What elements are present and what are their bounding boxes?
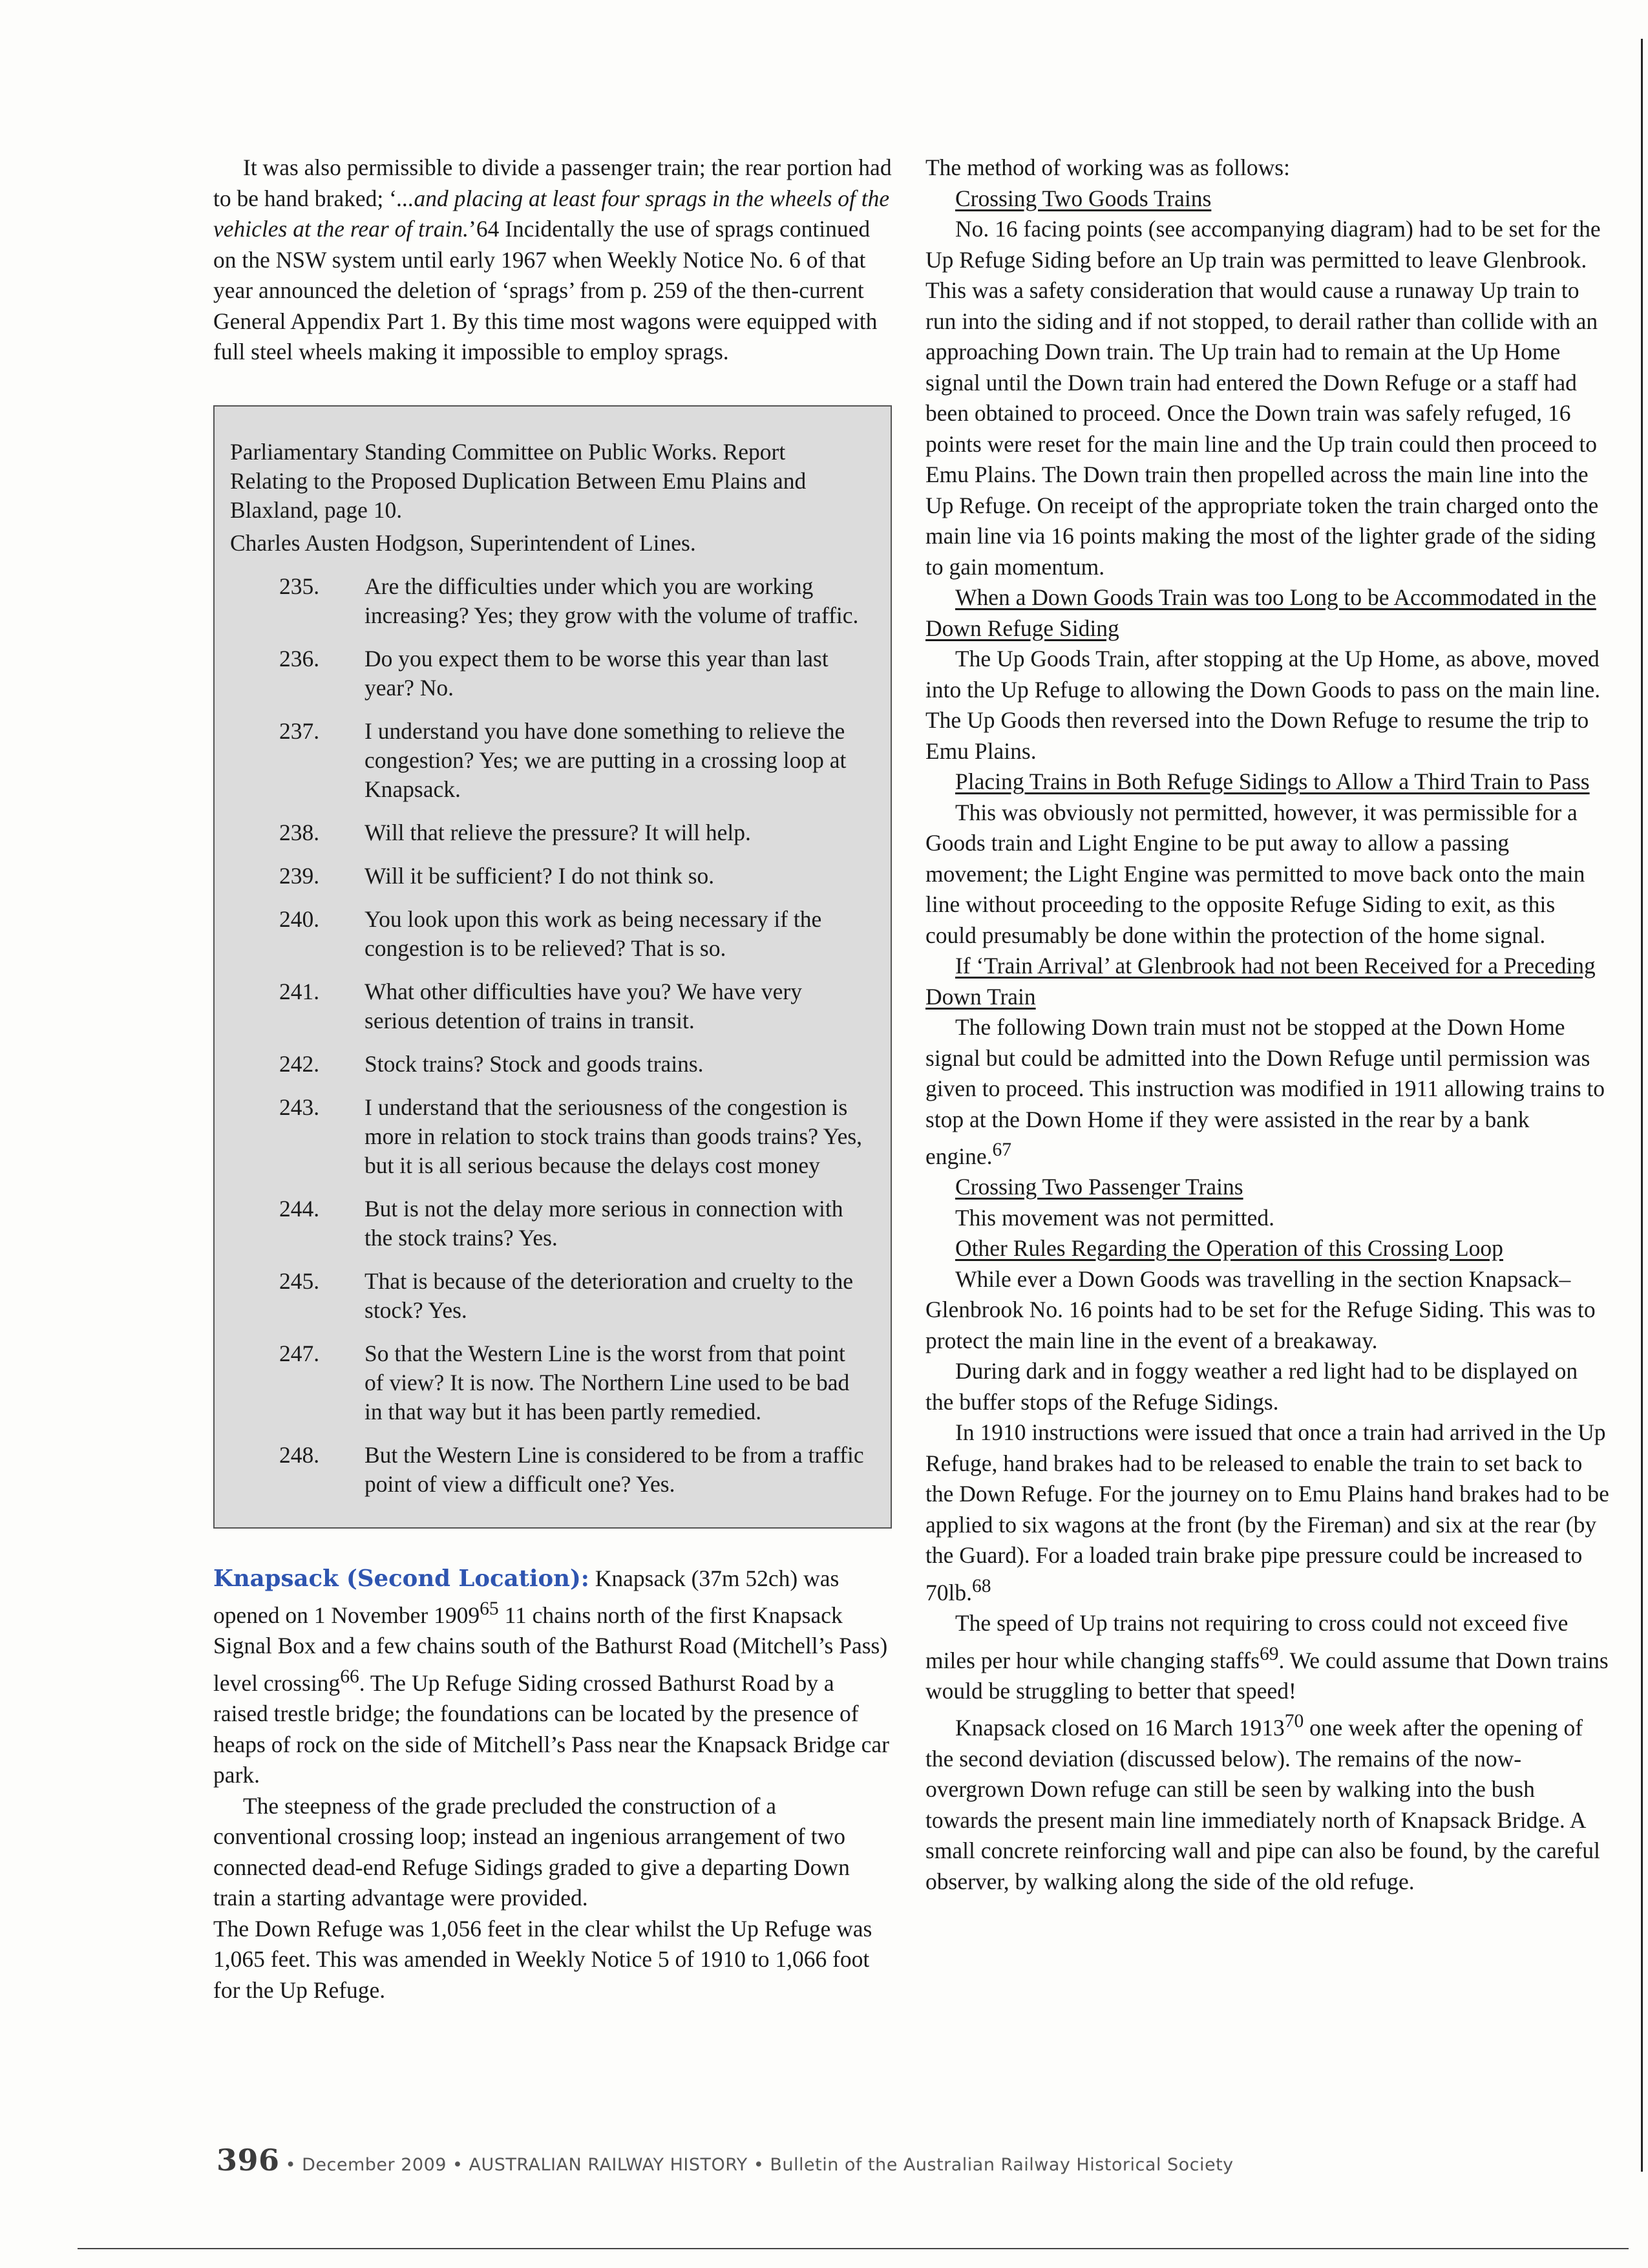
question-text: But the Western Line is considered to be from a traffic point of view a difficult one? Yes.: [364, 1441, 864, 1497]
page-edge-rule: [1641, 39, 1643, 2172]
heading-crossing-goods: Crossing Two Goods Trains: [955, 185, 1212, 211]
paragraph-train-arrival: The following Down train must not be stopped at the Down Home signal but could be admitted into the Down Refuge until permission was given to proceed. This instruction was modified in 1911 allowing trains to stop at the Down Home if they were assisted in the rear by a bank engine.$^{67}$: [925, 1014, 1605, 1169]
question-text: Do you expect them to be worse this year than last year? No.: [364, 645, 829, 701]
question-number: 248.: [279, 1441, 320, 1468]
paragraph-sprags: It was also permissible to divide a passenger train; the rear portion had to be hand braked; ‘...and placing at least four sprags in the wheels of the vehicles at the rear of train.’64 Incidentally the use of sprags continued on the NSW system until early 1967 when Weekly Notice No. 6 of that year announced the deletion of ‘sprags’ from p. 259 of the then-current General Appendix Part 1. By this time most wagons were equipped with full steel wheels making it impossible to employ sprags.: [213, 154, 892, 365]
paragraph-refuge-length: The Down Refuge was 1,056 feet in the clear whilst the Up Refuge was 1,065 feet. This was amended in Weekly Notice 5 of 1910 to 1,066 foot for the Up Refuge.: [213, 1915, 872, 2003]
question-item: [230, 1093, 865, 1180]
question-number: 247.: [279, 1340, 320, 1366]
question-item: [230, 1194, 865, 1253]
right-column: [925, 153, 1611, 1897]
question-text: But is not the delay more serious in connection with the stock trains? Yes.: [364, 1195, 843, 1251]
question-text: I understand that the seriousness of the congestion is more in relation to stock trains than goods trains? Yes, but it is all serious because the delays cost money: [364, 1094, 863, 1178]
question-number: 242.: [279, 1050, 320, 1077]
question-text: You look upon this work as being necessary if the congestion is to be relieved? That is so.: [364, 906, 822, 961]
method-intro: The method of working was as follows:: [925, 154, 1290, 180]
paragraph-red-light: During dark and in foggy weather a red light had to be displayed on the buffer stops of the Refuge Sidings.: [925, 1358, 1578, 1415]
question-text: That is because of the deterioration and cruelty to the stock? Yes.: [364, 1267, 854, 1323]
question-item: [230, 1339, 865, 1426]
sidebar-title: Parliamentary Standing Committee on Public Works. Report Relating to the Proposed Duplication Between Emu Plains and Blaxland, page 10.: [230, 438, 807, 523]
question-text: Will that relieve the pressure? It will help.: [364, 819, 751, 845]
question-item: [230, 644, 865, 703]
quote-sprags: ...and placing at least four sprags in the wheels of the vehicles at the rear of train.: [213, 185, 890, 242]
question-number: 241.: [279, 978, 320, 1004]
heading-long-goods: When a Down Goods Train was too Long to be Accommodated in the Down Refuge Siding: [925, 584, 1596, 641]
paragraph-breakaway: While ever a Down Goods was travelling in the section Knapsack–Glenbrook No. 16 points had to be set for the Refuge Siding. This was to protect the main line in the event of a breakaway.: [925, 1266, 1596, 1353]
paragraph-speed: The speed of Up trains not requiring to cross could not exceed five miles per hour while changing staffs$^{69}$. We could assume that Down trains would be struggling to better that speed!: [925, 1610, 1609, 1704]
question-number: 239.: [279, 862, 320, 889]
paragraph-closure: Knapsack closed on 16 March 1913$^{70}$ one week after the opening of the second deviation (discussed below). The remains of the now-overgrown Down refuge can still be seen by walking into the bush towards the present main line immediately north of Knapsack Bridge. A small concrete reinforcing wall and pipe can also be found, by the careful observer, by walking along the side of the old refuge.: [925, 1711, 1600, 1894]
question-text: Will it be sufficient? I do not think so.: [364, 862, 715, 889]
question-item: [230, 1050, 865, 1079]
question-text: I understand you have done something to relieve the congestion? Yes; we are putting in a crossing loop at Knapsack.: [364, 717, 847, 802]
question-number: 245.: [279, 1267, 320, 1294]
question-item: [230, 717, 865, 804]
paragraph-passenger: This movement was not permitted.: [955, 1204, 1274, 1231]
heading-train-arrival: If ‘Train Arrival’ at Glenbrook had not been Received for a Preceding Down Train: [925, 953, 1596, 1010]
heading-third-train: Placing Trains in Both Refuge Sidings to Allow a Third Train to Pass: [955, 768, 1590, 794]
question-number: 235.: [279, 573, 320, 599]
question-item: [230, 818, 865, 847]
left-column: [213, 153, 892, 2006]
paragraph-crossing-goods: No. 16 facing points (see accompanying diagram) had to be set for the Up Refuge Siding before an Up train was permitted to leave Glenbrook. This was a safety consideration that would cause a runaway Up train to run into the siding and if not stopped, to derail rather than collide with an approaching Down train. The Up train had to remain at the Up Home signal until the Down train had entered the Down Refuge or a staff had been obtained to proceed. Once the Down train was safely refuged, 16 points were reset for the main line and the Up train could then proceed to Emu Plains. The Down train then propelled across the main line into the Up Refuge. On receipt of the appropriate token the train charged onto the main line via 16 points making the most of the lighter grade of the siding to gain momentum.: [925, 216, 1601, 580]
question-item: [230, 862, 865, 891]
question-number: 236.: [279, 645, 320, 672]
page-number: 396: [217, 2143, 280, 2178]
paragraph-long-goods: The Up Goods Train, after stopping at the Up Home, as above, moved into the Up Refuge to allowing the Down Goods to pass on the main line. The Up Goods then reversed into the Down Refuge to resume the trip to Emu Plains.: [925, 646, 1601, 764]
question-number: 243.: [279, 1094, 320, 1120]
committee-sidebar-box: [213, 405, 892, 1529]
paragraph-grade: The steepness of the grade precluded the construction of a conventional crossing loop; instead an ingenious arrangement of two connected dead-end Refuge Sidings graded to give a departing Down train a starting advantage were provided.: [213, 1792, 850, 1911]
question-item: [230, 572, 865, 630]
question-text: Stock trains? Stock and goods trains.: [364, 1050, 704, 1077]
question-item: [230, 977, 865, 1035]
bottom-rule: [78, 2248, 1629, 2249]
heading-other-rules: Other Rules Regarding the Operation of this Crossing Loop: [955, 1235, 1503, 1262]
question-number: 240.: [279, 906, 320, 932]
footer-text: • December 2009 • AUSTRALIAN RAILWAY HISTORY • Bulletin of the Australian Railway Historical Society: [279, 2155, 1234, 2175]
question-number: 237.: [279, 717, 320, 744]
question-item: [230, 1441, 865, 1499]
question-number: 244.: [279, 1195, 320, 1222]
question-item: [230, 1267, 865, 1325]
question-text: What other difficulties have you? We have very serious detention of trains in transit.: [364, 978, 802, 1033]
question-text: So that the Western Line is the worst from that point of view? It is now. The Northern Line used to be bad in that way but it has been partly remedied.: [364, 1340, 850, 1425]
paragraph-knapsack: Knapsack (Second Location): Knapsack (37m 52ch) was opened on 1 November 1909$^{65}$ 11 chains north of the first Knapsack Signal Box and a few chains south of the Bathurst Road (Mitchell’s Pass) level crossing$^{66}$. The Up Refuge Siding crossed Bathurst Road by a raised trestle bridge; the foundations can be located by the presence of heaps of rock on the side of Mitchell’s Pass near the Knapsack Bridge car park.: [213, 1565, 889, 1788]
question-number: 238.: [279, 819, 320, 845]
page-footer: [217, 2143, 1234, 2178]
sidebar-witness: Charles Austen Hodgson, Superintendent of Lines.: [230, 529, 696, 556]
heading-passenger: Crossing Two Passenger Trains: [955, 1174, 1243, 1200]
paragraph-hand-brakes: In 1910 instructions were issued that once a train had arrived in the Up Refuge, hand brakes had to be released to enable the train to set back to the Down Refuge. For the journey on to Emu Plains hand brakes had to be applied to six wagons at the front (by the Fireman) and six at the rear (by the Guard). For a loaded train brake pipe pressure could be increased to 70lb.$^{68}$: [925, 1419, 1609, 1606]
paragraph-third-train: This was obviously not permitted, however, it was permissible for a Goods train and Light Engine to be put away to allow a passing movement; the Light Engine was permitted to move back onto the main line without proceeding to the opposite Refuge Siding to exit, as this could presumably be done within the protection of the home signal.: [925, 799, 1585, 948]
question-text: Are the difficulties under which you are working increasing? Yes; they grow with the volume of traffic.: [364, 573, 859, 628]
question-list: [230, 572, 865, 1499]
question-item: [230, 905, 865, 963]
section-heading-knapsack: Knapsack (Second Location):: [213, 1565, 589, 1592]
